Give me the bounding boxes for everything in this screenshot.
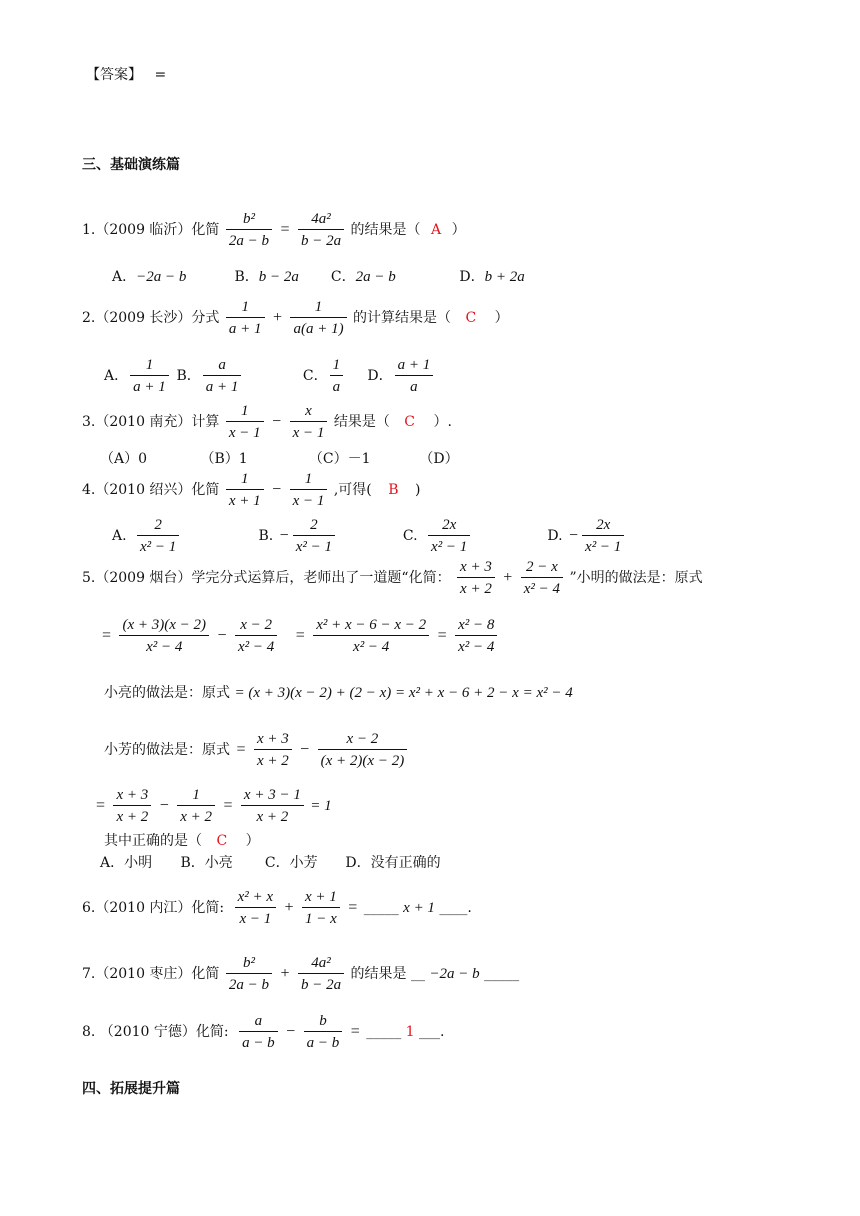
q8-fraction-1 (239, 1012, 278, 1052)
q5-option-c: C．小芳 (264, 855, 318, 871)
q4-od-den: x² − 1 (585, 539, 622, 555)
q4-fraction-2 (290, 470, 328, 510)
q2-option-b-frac (203, 356, 242, 396)
q1-option-b (234, 266, 326, 286)
q5-fang-work-line2 (94, 786, 332, 826)
q8-minus: − (286, 1023, 296, 1040)
q6-f2-num: x + 1 (302, 888, 340, 908)
q1-f2-den: b − 2a (300, 233, 342, 249)
q3-fraction-1 (226, 402, 264, 442)
q1-prefix: 1.（2009 临沂）化简 (82, 222, 220, 238)
q1-fraction-1 (226, 210, 272, 250)
q2-f1-den: a + 1 (228, 321, 262, 337)
q2-option-a-label: A． (104, 368, 129, 384)
q1-suffix: 的结果是（ (350, 222, 421, 238)
q2-oa-num: 1 (130, 356, 169, 376)
q4-prefix: 4.（2010 绍兴）化简 (82, 482, 220, 498)
q5-fang-g2-num: 1 (177, 786, 215, 806)
q8-f2-num: b (304, 1012, 343, 1032)
q7-f2-den: b − 2a (300, 977, 342, 993)
q4-oc-num: 2x (428, 516, 470, 536)
q1-equals: = (280, 221, 290, 238)
q1-option-c-expr: 2a − b (355, 269, 396, 285)
answer-label: 【答案】 (86, 67, 142, 83)
q5-ming-f4 (455, 616, 497, 656)
q5-question (104, 830, 260, 850)
q7-suffix: 的结果是 (350, 966, 407, 982)
q5-f2-den: x² − 4 (523, 581, 561, 597)
q4-ob-num: 2 (293, 516, 335, 536)
q4-suffix: ,可得( (333, 482, 372, 498)
q5-fang-g3-num: x + 3 − 1 (241, 786, 304, 806)
q1-answer: A (430, 222, 442, 238)
q1-options (112, 266, 525, 286)
q5-suffix: ”小明的做法是：原式 (569, 570, 703, 586)
q3-option-c: （C）－1 (308, 451, 371, 467)
q2-plus: + (272, 309, 282, 326)
q2-od-den: a (410, 379, 418, 395)
q1-option-d-expr: b + 2a (484, 269, 525, 285)
q6-f1-den: x − 1 (239, 911, 272, 927)
q4-fraction-1 (226, 470, 264, 510)
q4-option-a (112, 516, 254, 556)
q6-prefix: 6.（2010 内江）化简: (82, 900, 225, 916)
q5-ming-f1 (119, 616, 209, 656)
q8-eq: = (350, 1023, 360, 1040)
q2-options (104, 356, 435, 396)
q5-fang-g1-num: x + 3 (113, 786, 151, 806)
q2-od-num: a + 1 (395, 356, 434, 376)
q4-option-a-label: A. (112, 528, 127, 544)
q2-oc-num: 1 (330, 356, 344, 376)
q5-fang-f1-num: x + 3 (254, 730, 292, 750)
q4-option-c-frac (428, 516, 470, 556)
q7-fraction-1 (226, 954, 272, 994)
q2-option-a-frac (130, 356, 169, 396)
q2-fraction-1 (226, 298, 265, 338)
q4-options (112, 516, 626, 556)
q3-close: ）. (433, 414, 452, 430)
q2-option-b (176, 356, 298, 396)
q4-f2-den: x − 1 (292, 493, 325, 509)
q3-option-d: （D） (419, 451, 459, 467)
q4-ob-den: x² − 1 (295, 539, 332, 555)
q5-ming-f4-num: x² − 8 (455, 616, 497, 636)
q4-option-a-frac (137, 516, 179, 556)
q8-f2-den: a − b (306, 1035, 340, 1051)
q5-ming-f3 (313, 616, 429, 656)
q5-fang-g1 (113, 786, 151, 826)
q5-option-b: B．小亮 (180, 855, 233, 871)
q5-ming-f2-den: x² − 4 (237, 639, 275, 655)
q4-oa-num: 2 (137, 516, 179, 536)
q5-fang-g3-den: x + 2 (256, 809, 289, 825)
q5-prefix: 5.（2009 烟台）学完分式运算后，老师出了一道题“化简： (82, 570, 451, 586)
q5-fang-label: 小芳的做法是：原式 (104, 742, 230, 758)
q7-f1-num: b² (226, 954, 272, 974)
q7-fraction-2 (298, 954, 344, 994)
q5-plus: + (503, 569, 513, 586)
q7-answer: −2a − b (429, 966, 480, 982)
q5-fang-work (104, 730, 409, 770)
answer-line (86, 64, 166, 84)
q3-options (100, 448, 459, 468)
q4-option-b-sign: − (279, 527, 289, 544)
q3-f1-num: 1 (226, 402, 264, 422)
q4-f2-num: 1 (290, 470, 328, 490)
q3-prefix: 3.（2010 南充）计算 (82, 414, 220, 430)
q1-option-c (331, 266, 455, 286)
q5-fang-l2-minus: − (159, 797, 169, 814)
q4-option-c-label: C. (402, 528, 418, 544)
q5-liang-work (104, 682, 573, 702)
q3-suffix: 结果是（ (333, 414, 390, 430)
question-1 (82, 210, 466, 250)
q3-answer: C (404, 414, 416, 430)
q5-liang-label: 小亮的做法是：原式 (104, 685, 230, 701)
q4-option-c (403, 516, 543, 556)
q1-option-d (459, 266, 524, 286)
q6-answer: x + 1 (403, 900, 435, 916)
q2-fraction-2 (290, 298, 346, 338)
q5-f1-num: x + 3 (457, 558, 495, 578)
q3-option-b: （B）1 (200, 451, 248, 467)
q4-oa-den: x² − 1 (140, 539, 177, 555)
q5-fang-g1-den: x + 2 (116, 809, 149, 825)
q1-option-a (112, 266, 230, 286)
q4-option-d-label: D. (547, 528, 563, 544)
q5-fang-l2-eq1: = (96, 797, 106, 814)
q6-f1-num: x² + x (235, 888, 276, 908)
q5-ming-f2 (235, 616, 277, 656)
q4-f1-num: 1 (226, 470, 264, 490)
q2-prefix: 2.（2009 长沙）分式 (82, 310, 220, 326)
q5-ming-f1-num: (x + 3)(x − 2) (119, 616, 209, 636)
section-heading-extension: 四、拓展提升篇 (82, 1081, 180, 1097)
q2-suffix: 的计算结果是（ (353, 310, 452, 326)
q5-fang-f1-den: x + 2 (256, 753, 289, 769)
q2-ob-den: a + 1 (205, 379, 239, 395)
q5-fang-g2 (177, 786, 215, 826)
q5-liang-expr: = (x + 3)(x − 2) + (2 − x) = x² + x − 6 + 2 − x = x² − 4 (234, 685, 573, 701)
q8-f1-num: a (239, 1012, 278, 1032)
q7-f2-num: 4a² (298, 954, 344, 974)
q2-option-d-label: D． (367, 368, 393, 384)
question-8 (82, 1012, 444, 1052)
q2-f2-num: 1 (290, 298, 346, 318)
q5-question-text: 其中正确的是（ (104, 833, 202, 849)
q3-option-a: （A）0 (100, 451, 148, 467)
question-6 (82, 888, 472, 928)
q8-answer: 1 (405, 1024, 415, 1040)
q2-ob-num: a (203, 356, 242, 376)
q8-f1-den: a − b (242, 1035, 275, 1051)
q1-f1-num: b² (226, 210, 272, 230)
q5-fang-g2-den: x + 2 (180, 809, 212, 825)
q4-minus: − (272, 481, 282, 498)
section-heading-basic: 三、基础演练篇 (82, 157, 180, 173)
q2-answer: C (465, 310, 477, 326)
q5-fraction-2 (521, 558, 563, 598)
q6-blank-pre: _____ (363, 900, 399, 916)
q1-option-d-label: D． (459, 269, 485, 285)
q5-answer: C (216, 833, 228, 849)
q2-option-b-label: B． (176, 368, 201, 384)
q4-oc-den: x² − 1 (431, 539, 468, 555)
q5-ming-eq2: = (295, 627, 305, 644)
q1-option-b-label: B． (234, 269, 259, 285)
q8-fraction-2 (304, 1012, 343, 1052)
q5-ming-minus: − (217, 627, 227, 644)
q7-f1-den: 2a − b (228, 977, 270, 993)
question-2 (82, 298, 509, 338)
q6-plus: + (284, 899, 294, 916)
q5-option-d: D．没有正确的 (345, 855, 441, 871)
q5-option-a: A．小明 (100, 855, 153, 871)
q2-oa-den: a + 1 (133, 379, 166, 395)
q5-options (100, 852, 441, 872)
q4-option-b-label: B. (258, 528, 274, 544)
q5-ming-f3-den: x² − 4 (353, 639, 390, 655)
q5-question-close: ） (245, 833, 260, 849)
question-3 (82, 402, 452, 442)
q5-ming-f2-num: x − 2 (235, 616, 277, 636)
q5-f2-num: 2 − x (521, 558, 563, 578)
q5-fang-l2-result: = 1 (310, 798, 332, 814)
q5-ming-eq3: = (437, 627, 447, 644)
question-4 (82, 470, 420, 510)
q7-prefix: 7.（2010 枣庄）化简 (82, 966, 220, 982)
q1-option-a-expr: −2a − b (136, 269, 187, 285)
q4-option-d (547, 516, 626, 556)
q5-fang-l2-eq2: = (223, 797, 233, 814)
q5-fang-eq: = (236, 741, 246, 758)
q5-fang-minus: − (300, 741, 310, 758)
q2-option-d (367, 356, 435, 396)
q1-close: ） (451, 222, 466, 238)
q5-fang-f1 (254, 730, 292, 770)
q5-fang-f2 (318, 730, 408, 770)
q3-f1-den: x − 1 (228, 425, 261, 441)
q5-ming-work (100, 616, 499, 656)
q1-option-a-label: A． (112, 269, 137, 285)
q3-f2-den: x − 1 (292, 425, 325, 441)
q4-option-c-sign (422, 527, 426, 544)
q3-fraction-2 (290, 402, 328, 442)
q3-f2-num: x (290, 402, 328, 422)
q2-close: ） (494, 310, 509, 326)
q2-f2-den: a(a + 1) (293, 321, 344, 337)
q6-f2-den: 1 − x (304, 911, 337, 927)
q1-f2-num: 4a² (298, 210, 344, 230)
q5-fang-f2-den: (x + 2)(x − 2) (320, 753, 405, 769)
q4-f1-den: x + 1 (228, 493, 261, 509)
q1-fraction-2 (298, 210, 344, 250)
q1-option-c-label: C． (330, 269, 356, 285)
q6-fraction-1 (235, 888, 276, 928)
q6-fraction-2 (302, 888, 340, 928)
q2-option-c-frac (330, 356, 344, 396)
answer-value: = (154, 67, 167, 83)
q1-f1-den: 2a − b (228, 233, 270, 249)
q3-minus: − (272, 413, 282, 430)
q2-f1-num: 1 (226, 298, 265, 318)
q2-oc-den: a (332, 379, 341, 395)
q7-plus: + (280, 965, 290, 982)
q8-prefix: 8. （2010 宁德）化简: (82, 1024, 229, 1040)
q5-fraction-1 (457, 558, 495, 598)
q7-blank-pre: __ (410, 966, 425, 982)
q4-option-b (258, 516, 398, 556)
q7-blank-post: _____ (484, 966, 520, 982)
q4-option-d-sign: − (569, 527, 579, 544)
q4-option-b-frac (293, 516, 335, 556)
q5-ming-eq1: = (102, 627, 112, 644)
q1-option-b-expr: b − 2a (258, 269, 299, 285)
q2-option-a (104, 356, 172, 396)
q8-blank-post: ___. (419, 1024, 445, 1040)
q4-close: ) (414, 482, 421, 498)
q6-eq: = (348, 899, 358, 916)
q5-fang-g3 (241, 786, 304, 826)
q2-option-d-frac (395, 356, 434, 396)
q5-ming-f1-den: x² − 4 (146, 639, 183, 655)
q2-option-c (303, 356, 363, 396)
q5-f1-den: x + 2 (460, 581, 492, 597)
q5-fang-f2-num: x − 2 (318, 730, 408, 750)
q4-option-d-frac (582, 516, 624, 556)
q4-od-num: 2x (582, 516, 624, 536)
q8-blank-pre: _____ (366, 1024, 402, 1040)
q6-blank-post: ____. (439, 900, 472, 916)
q4-option-a-sign (131, 527, 135, 544)
q2-option-c-label: C． (302, 368, 328, 384)
q4-answer: B (388, 482, 399, 498)
question-5 (82, 558, 703, 598)
question-7 (82, 954, 519, 994)
q5-ming-f4-den: x² − 4 (458, 639, 495, 655)
q5-ming-f3-num: x² + x − 6 − x − 2 (313, 616, 429, 636)
